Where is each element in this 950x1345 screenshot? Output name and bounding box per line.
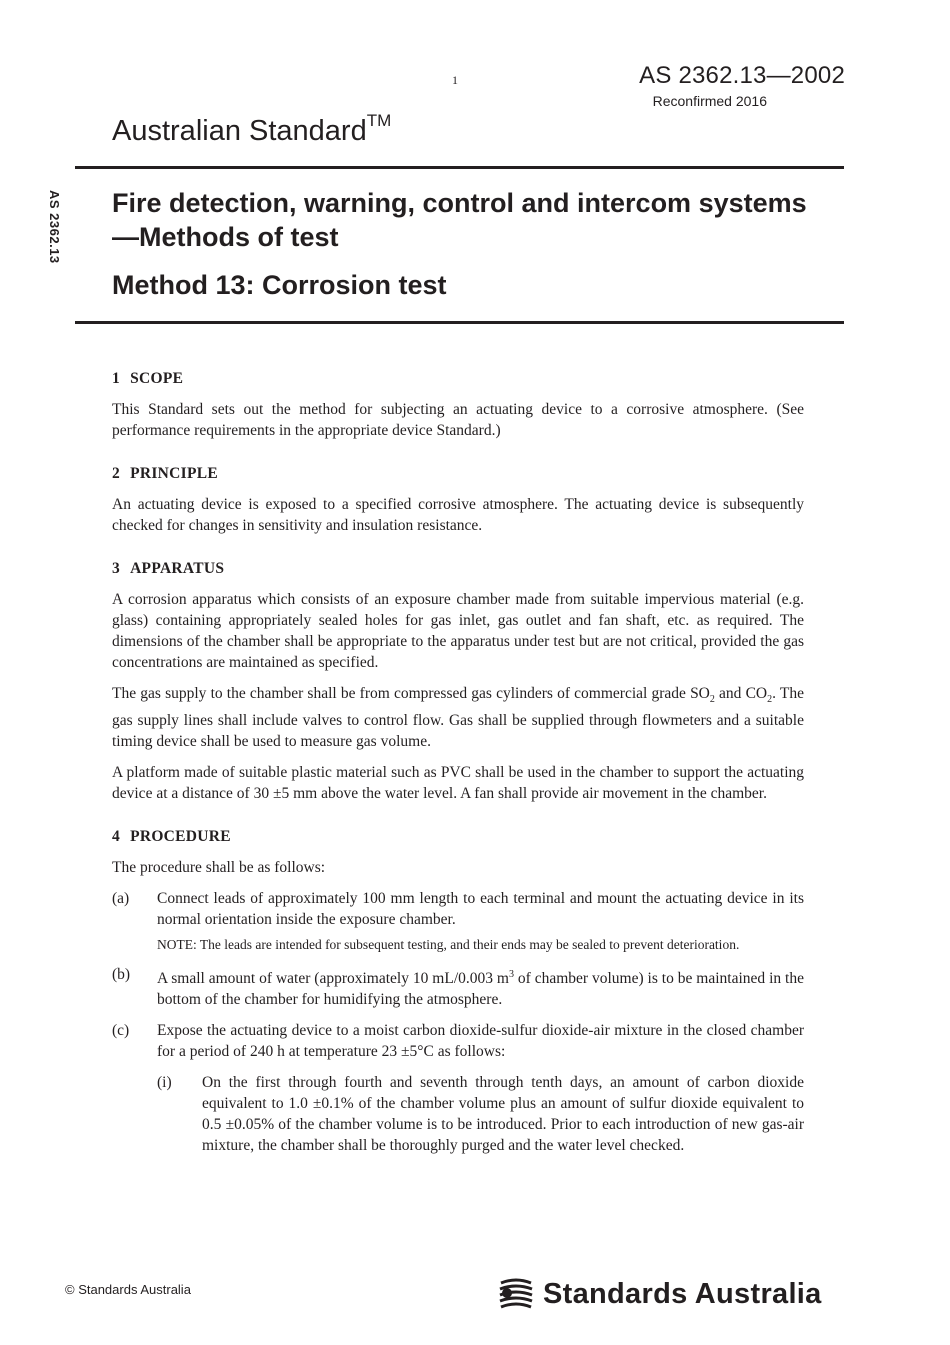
section-principle [112, 463, 804, 536]
paragraph: A platform made of suitable plastic material such as PVC shall be used in the chamber to support the actuating device at a distance of 30 ±5 mm above the water level. A fan shall provide air movement in the chamber. [112, 764, 804, 803]
copyright: © Standards Australia [65, 1282, 191, 1297]
section-procedure [112, 826, 804, 1156]
section-heading [112, 463, 804, 484]
procedure-item-a [112, 888, 804, 954]
method-title: Method 13: Corrosion test [112, 270, 447, 300]
subitem-label: (i) [157, 1074, 172, 1092]
item-text [157, 964, 804, 1010]
section-heading [112, 826, 804, 847]
top-rule [75, 166, 844, 169]
document-body [112, 368, 804, 1178]
section-title: APPARATUS [130, 560, 225, 577]
section-number: 2 [112, 465, 121, 482]
section-heading [112, 368, 804, 389]
paragraph: A corrosion apparatus which consists of an exposure chamber made from suitable impervious material (e.g. glass) containing appropriately sealed holes for gas inlet, gas outlet and fan shaft, etc. as required. The dimensions of the chamber shall be appropriate to the apparatus under test but are not critical, provided the gas concentrations are maintained as specified. [112, 591, 804, 671]
standards-australia-logo [497, 1275, 822, 1313]
logo-text: Standards Australia [543, 1277, 822, 1310]
section-number: 1 [112, 370, 121, 387]
standards-australia-logo-icon [497, 1275, 535, 1313]
gas-supply-paragraph [112, 683, 804, 752]
text-span: The gas supply to the chamber shall be from compressed gas cylinders of commercial grade SO [112, 685, 710, 702]
procedure-subitem-i [157, 1072, 804, 1156]
text-span: . The gas supply lines shall include valves to control flow. Gas shall be supplied through flowmeters and a suitable timing device shall be used to measure gas volume. [112, 685, 804, 751]
section-apparatus [112, 558, 804, 804]
section-scope [112, 368, 804, 441]
section-title: PROCEDURE [130, 828, 231, 846]
side-standard-label: AS 2362.13 [47, 190, 62, 264]
item-text: Expose the actuating device to a moist carbon dioxide-sulfur dioxide-air mixture in the closed chamber for a period of 240 h at temperature 23 ±5°C as follows: [157, 1022, 804, 1061]
paragraph: This Standard sets out the method for subjecting an actuating device to a corrosive atmosphere. (See performance requirements in the appropriate device Standard.) [112, 401, 804, 439]
item-label: (c) [112, 1022, 130, 1040]
section-number: 3 [112, 560, 121, 577]
subscript: 2 [767, 694, 773, 706]
page-number: 1 [452, 73, 458, 87]
text-span: A small amount of water (approximately 10 mL/0.003 m [157, 970, 509, 988]
item-label: (a) [112, 890, 130, 908]
note-text: NOTE: The leads are intended for subsequent testing, and their ends may be sealed to prevent deterioration. [157, 937, 740, 953]
title-rule [75, 321, 844, 324]
section-heading [112, 558, 804, 579]
text-span: of chamber volume) is to be maintained in the bottom of the chamber for humidifying the atmosphere. [157, 970, 804, 1009]
procedure-intro: The procedure shall be as follows: [112, 859, 326, 877]
brand-name: Australian Standard [112, 115, 367, 147]
paragraph: An actuating device is exposed to a specified corrosive atmosphere. The actuating device is subsequently checked for changes in sensitivity and insulation resistance. [112, 496, 804, 534]
trademark-mark: TM [366, 111, 392, 130]
document-title: Fire detection, warning, control and intercom systems—Methods of test [112, 188, 807, 252]
subitem-text: On the first through fourth and seventh through tenth days, an amount of carbon dioxide equivalent to 1.0 ±0.1% of the chamber volume plus an amount of sulfur dioxide equivalent to 0.5 ±0.05% of the chamber volume is to be introduced. Prior to each introduction of new gas-air mixture, the chamber shall be thoroughly purged and the water level checked. [202, 1074, 804, 1155]
reconfirmed-date: Reconfirmed 2016 [652, 93, 767, 109]
text-span: and CO [714, 685, 768, 702]
subscript: 2 [709, 694, 715, 706]
standard-number: AS 2362.13—2002 [639, 62, 845, 89]
section-title: SCOPE [130, 370, 184, 387]
superscript: 3 [508, 969, 514, 981]
procedure-item-c [112, 1020, 804, 1156]
brand-title [112, 111, 392, 148]
procedure-item-b [112, 964, 804, 1010]
item-label: (b) [112, 966, 131, 984]
section-number: 4 [112, 828, 121, 846]
section-title: PRINCIPLE [130, 465, 219, 482]
item-text: Connect leads of approximately 100 mm length to each terminal and mount the actuating device in its normal orientation inside the exposure chamber. [157, 890, 804, 929]
